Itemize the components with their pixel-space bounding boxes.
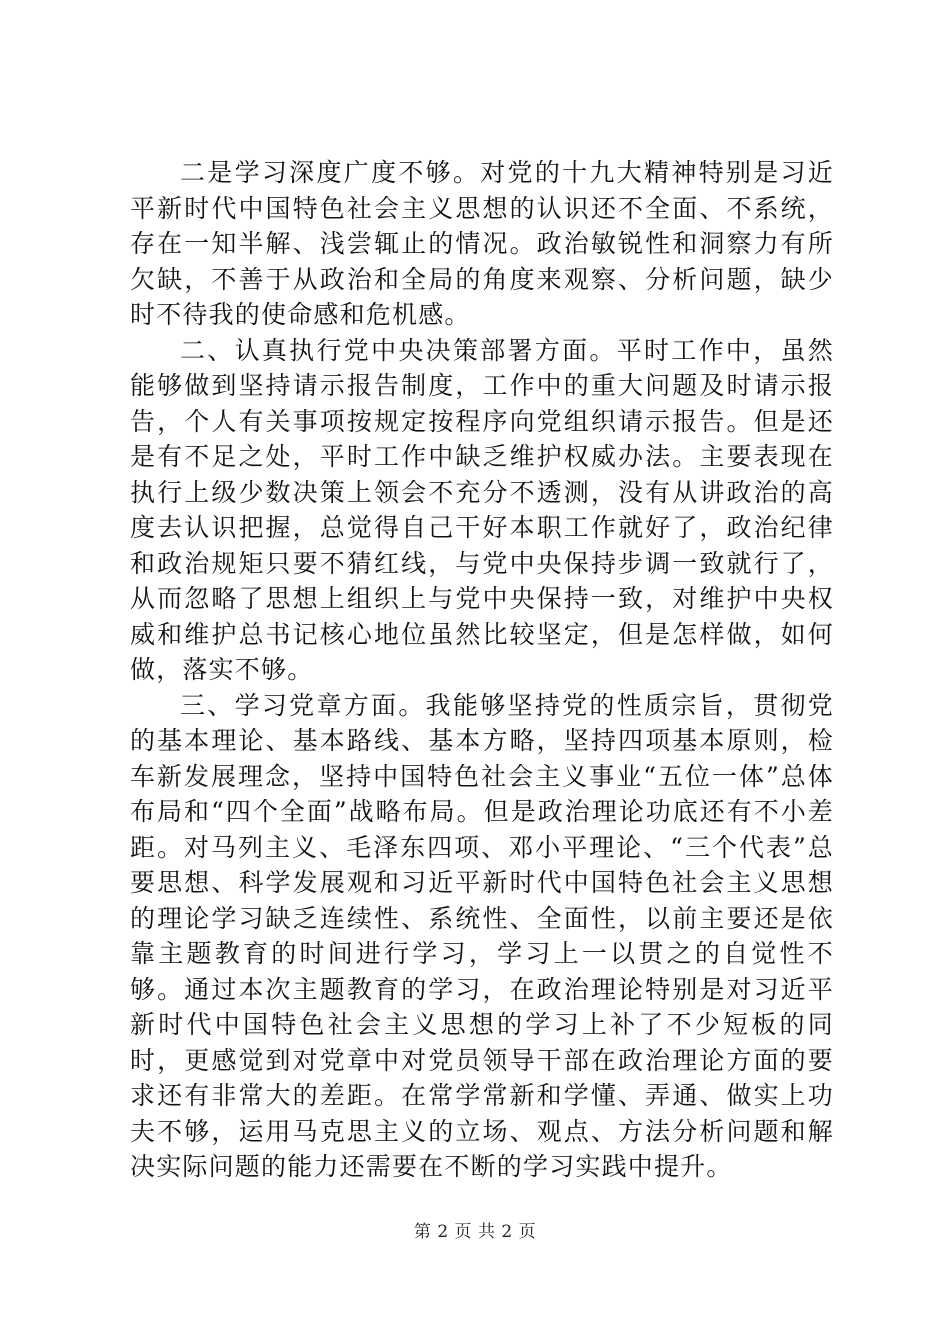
document-body xyxy=(130,155,834,1185)
page-number-footer: 第 2 页 共 2 页 xyxy=(413,1222,537,1242)
paragraph-study-depth: 二是学习深度广度不够。对党的十九大精神特别是习近平新时代中国特色社会主义思想的认识还不全面、不系统，存在一知半解、浅尝辄止的情况。政治敏锐性和洞察力有所欠缺，不善于从政治和全局的角度来观察、分析问题，缺少时不待我的使命感和危机感。 xyxy=(130,158,834,329)
paragraph-party-constitution: 三、学习党章方面。我能够坚持党的性质宗旨，贯彻党的基本理论、基本路线、基本方略，坚持四项基本原则，检车新发展理念，坚持中国特色社会主义事业“五位一体”总体布局和“四个全面”战略布局。但是政治理论功底还有不小差距。对马列主义、毛泽东四项、邓小平理论、“三个代表”总要思想、科学发展观和习近平新时代中国特色社会主义思想的理论学习缺乏连续性、系统性、全面性，以前主要还是依靠主题教育的时间进行学习，学习上一以贯之的自觉性不够。通过本次主题教育的学习，在政治理论特别是对习近平新时代中国特色社会主义思想的学习上补了不少短板的同时，更感觉到对党章中对党员领导干部在政治理论方面的要求还有非常大的差距。在常学常新和学懂、弄通、做实上功夫不够，运用马克思主义的立场、观点、方法分析问题和解决实际问题的能力还需要在不断的学习实践中提升。 xyxy=(130,690,834,1181)
paragraph-central-decisions: 二、认真执行党中央决策部署方面。平时工作中，虽然能够做到坚持请示报告制度，工作中的重大问题及时请示报告，个人有关事项按规定按程序向党组织请示报告。但是还是有不足之处，平时工作中缺乏维护权威办法。主要表现在执行上级少数决策上领会不充分不透测，没有从讲政治的高度去认识把握，总觉得自己干好本职工作就好了，政治纪律和政治规矩只要不猜红线，与党中央保持步调一致就行了，从而忽略了思想上组织上与党中央保持一致，对维护中央权威和维护总书记核心地位虽然比较坚定，但是怎样做，如何做，落实不够。 xyxy=(130,335,834,684)
